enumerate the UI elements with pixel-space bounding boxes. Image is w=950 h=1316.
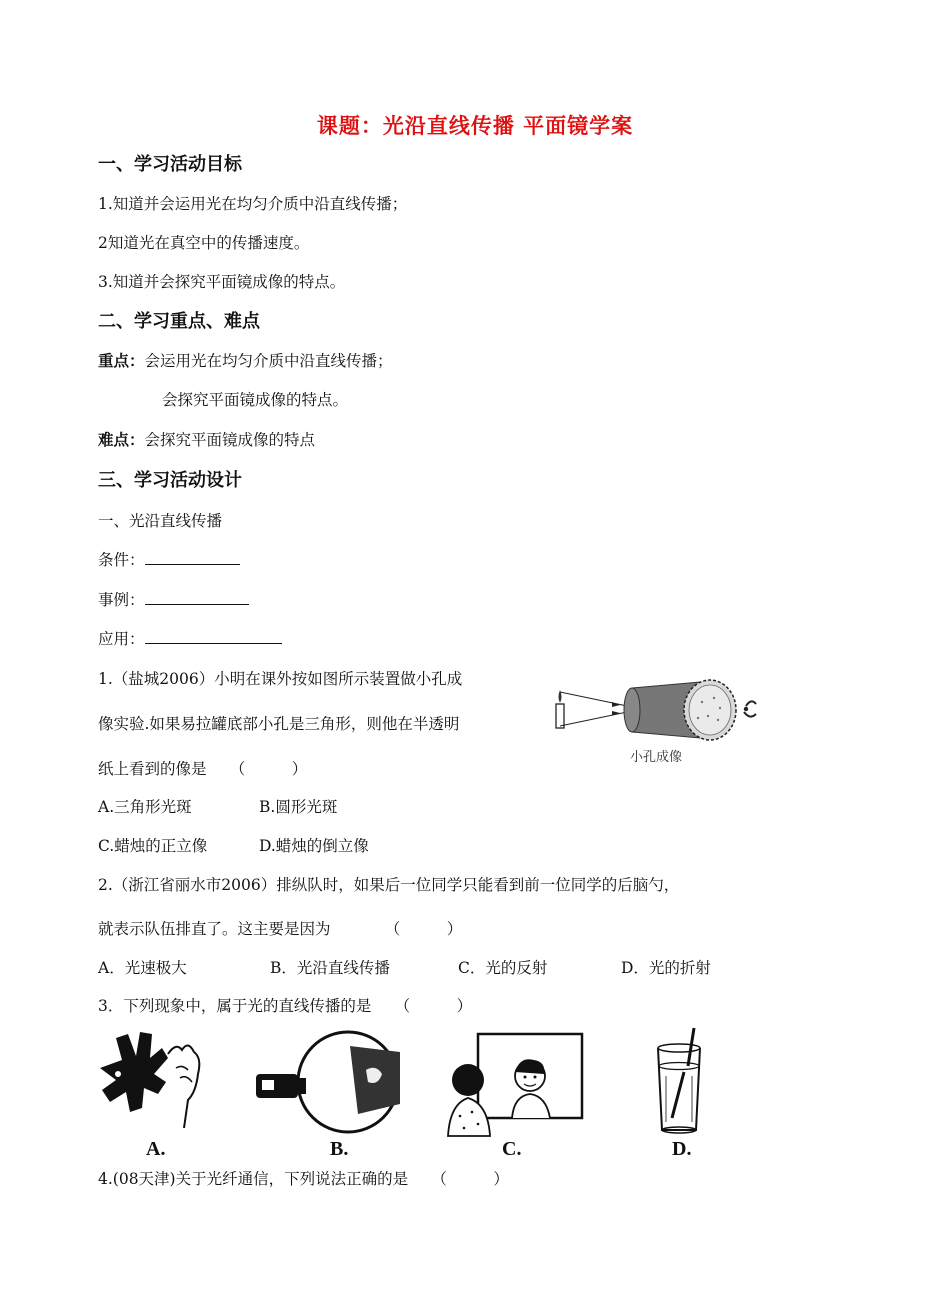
subsection-heading: 一、光沿直线传播 xyxy=(98,512,223,530)
mirror-reflection-illustration xyxy=(438,1032,588,1140)
q1-line-1: 1.（盐城2006）小明在课外按如图所示装置做小孔成 xyxy=(98,670,463,688)
goal-item-3: 3.知道并会探究平面镜成像的特点。 xyxy=(98,273,346,291)
q3-text: 3．下列现象中，属于光的直线传播的是 （ ） xyxy=(98,997,473,1015)
condition-blank[interactable] xyxy=(145,548,240,565)
key-point-text-1: 会运用光在均匀介质中沿直线传播； xyxy=(144,352,393,370)
q2-line-2: 就表示队伍排直了。这主要是因为 （ ） xyxy=(98,920,463,938)
key-point-label: 重点： xyxy=(98,352,145,370)
q3-picture-b[interactable] xyxy=(250,1030,410,1138)
q1-option-b[interactable]: B.圆形光斑 xyxy=(259,798,338,816)
page-title: 课题：光沿直线传播 平面镜学案 xyxy=(316,114,634,138)
q3-picture-c[interactable] xyxy=(438,1032,588,1140)
difficult-point-text: 会探究平面镜成像的特点 xyxy=(144,431,316,449)
difficult-point-label: 难点： xyxy=(98,431,145,449)
straw-in-glass-illustration xyxy=(650,1026,710,1138)
q3-picture-d[interactable] xyxy=(650,1026,710,1138)
q3-label-a: A. xyxy=(146,1138,166,1160)
section2-heading: 二、学习重点、难点 xyxy=(98,311,260,332)
key-point-line xyxy=(98,349,393,371)
hand-shadow-illustration xyxy=(96,1028,208,1136)
application-label: 应用： xyxy=(98,630,145,648)
q1-line-3: 纸上看到的像是 （ ） xyxy=(98,760,308,778)
q3-label-b: B. xyxy=(330,1138,349,1160)
q2-option-b[interactable]: B．光沿直线传播 xyxy=(270,959,390,977)
q2-option-d[interactable]: D．光的折射 xyxy=(621,959,711,977)
q3-label-c: C. xyxy=(502,1138,522,1160)
goal-item-2: 2知道光在真空中的传播速度。 xyxy=(98,234,310,252)
section3-heading: 三、学习活动设计 xyxy=(98,470,242,491)
key-point-text-2: 会探究平面镜成像的特点。 xyxy=(162,391,349,409)
q3-label-d: D. xyxy=(672,1138,692,1160)
q1-option-a[interactable]: A.三角形光斑 xyxy=(98,798,192,816)
magnifying-glass-illustration xyxy=(250,1030,410,1138)
application-blank[interactable] xyxy=(145,627,282,644)
section1-heading: 一、学习活动目标 xyxy=(98,154,242,175)
figure-caption: 小孔成像 xyxy=(630,750,683,765)
difficult-point-line xyxy=(98,428,315,450)
q3-picture-a[interactable] xyxy=(96,1028,208,1136)
q2-line-1: 2.（浙江省丽水市2006）排纵队时，如果后一位同学只能看到前一位同学的后脑勺， xyxy=(98,876,680,894)
q2-option-a[interactable]: A．光速极大 xyxy=(98,959,187,977)
q4-text: 4.(08天津)关于光纤通信，下列说法正确的是 （ ） xyxy=(98,1170,509,1188)
goal-item-1: 1.知道并会运用光在均匀介质中沿直线传播； xyxy=(98,195,408,213)
condition-line xyxy=(98,548,240,570)
example-blank[interactable] xyxy=(145,588,249,605)
condition-label: 条件： xyxy=(98,551,145,569)
q1-option-d[interactable]: D.蜡烛的倒立像 xyxy=(259,837,369,855)
pinhole-camera-figure xyxy=(550,668,770,768)
q2-option-c[interactable]: C．光的反射 xyxy=(458,959,548,977)
example-line xyxy=(98,588,249,610)
q1-option-c[interactable]: C.蜡烛的正立像 xyxy=(98,837,208,855)
application-line xyxy=(98,627,282,649)
example-label: 事例： xyxy=(98,591,145,609)
q1-line-2: 像实验.如果易拉罐底部小孔是三角形，则他在半透明 xyxy=(98,715,460,733)
